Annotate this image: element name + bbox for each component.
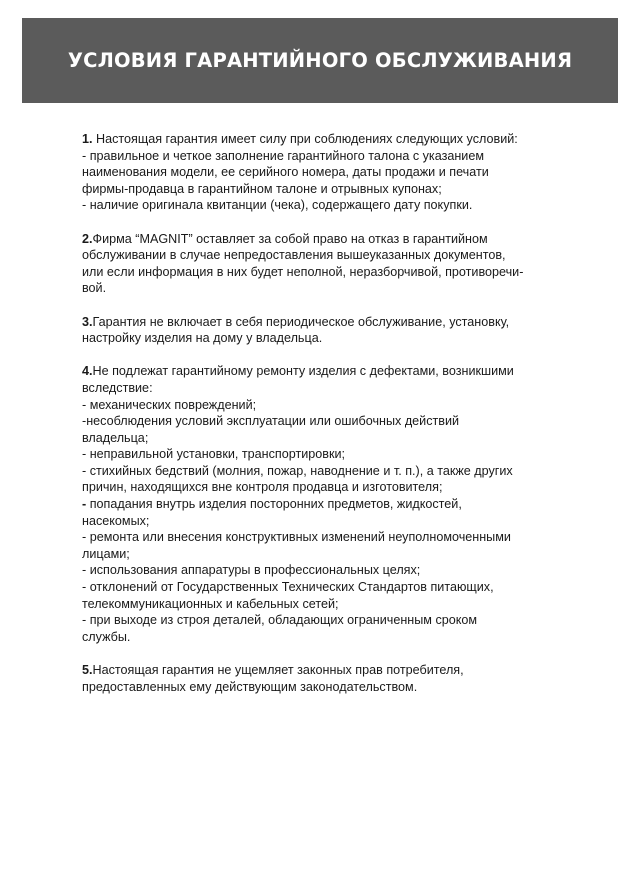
section-line: - отклонений от Государственных Технических Стандартов питающих, [82,580,494,595]
section-line: - использования аппаратуры в профессиональных целях; [82,563,421,578]
section-line: 5.Настоящая гарантия не ущемляет законных прав потребителя, [82,663,464,677]
section-number: 3. [82,314,93,329]
section-line: фирмы-продавца в гарантийном талоне и отрывных купонах; [82,181,442,196]
section-line: - неправильной установки, транспортировки; [82,447,346,462]
section-number: 5. [82,663,93,677]
section-line: настройку изделия на дому у владельца. [82,331,323,346]
section-number: 4. [82,364,93,379]
bold-dash: - [82,497,90,512]
section-line: 1. Настоящая гарантия имеет силу при соблюдениях следующих условий: [82,132,518,146]
section-line: владельца; [82,430,149,445]
section-line: - наличие оригинала квитанции (чека), содержащего дату покупки. [82,198,473,213]
section-line: - ремонта или внесения конструктивных изменений неуполномоченными [82,530,511,545]
section-5 [82,662,564,695]
section-line: обслуживании в случае непредоставления вышеуказанных документов, [82,248,506,263]
page-title: УСЛОВИЯ ГАРАНТИЙНОГО ОБСЛУЖИВАНИЯ [67,49,573,72]
section-number: 1. [82,132,93,146]
section-line: 4.Не подлежат гарантийному ремонту изделия с дефектами, возникшими [82,364,514,379]
section-line: 3.Гарантия не включает в себя периодическое обслуживание, установку, [82,314,510,329]
section-line: - при выходе из строя деталей, обладающих ограниченным сроком [82,613,478,628]
section-2 [82,231,564,297]
section-number: 2. [82,231,93,246]
section-line: службы. [82,629,131,644]
section-line: насекомых; [82,513,150,528]
section-line: 2.Фирма “MAGNIT” оставляет за собой право на отказ в гарантийном [82,231,488,246]
section-line: вой. [82,281,107,296]
section-line: лицами; [82,546,130,561]
section-line: или если информация в них будет неполной, неразборчивой, противоречи- [82,264,524,279]
section-line: вследствие: [82,380,153,395]
section-line: -несоблюдения условий эксплуатации или ошибочных действий [82,414,460,429]
warranty-terms [82,131,564,712]
section-line: - правильное и четкое заполнение гарантийного талона с указанием [82,148,485,163]
section-1 [82,131,564,214]
header-band [22,18,618,103]
section-line: наименования модели, ее серийного номера, даты продажи и печати [82,165,489,180]
section-3 [82,314,564,347]
section-line: - механических повреждений; [82,397,257,412]
section-line: - стихийных бедствий (молния, пожар, наводнение и т. п.), а также других [82,463,513,478]
section-line: причин, находящихся вне контроля продавца и изготовителя; [82,480,443,495]
section-line: телекоммуникационных и кабельных сетей; [82,596,339,611]
section-line: предоставленных ему действующим законодательством. [82,679,418,694]
section-line: - попадания внутрь изделия посторонних предметов, жидкостей, [82,497,462,512]
section-4 [82,363,564,645]
